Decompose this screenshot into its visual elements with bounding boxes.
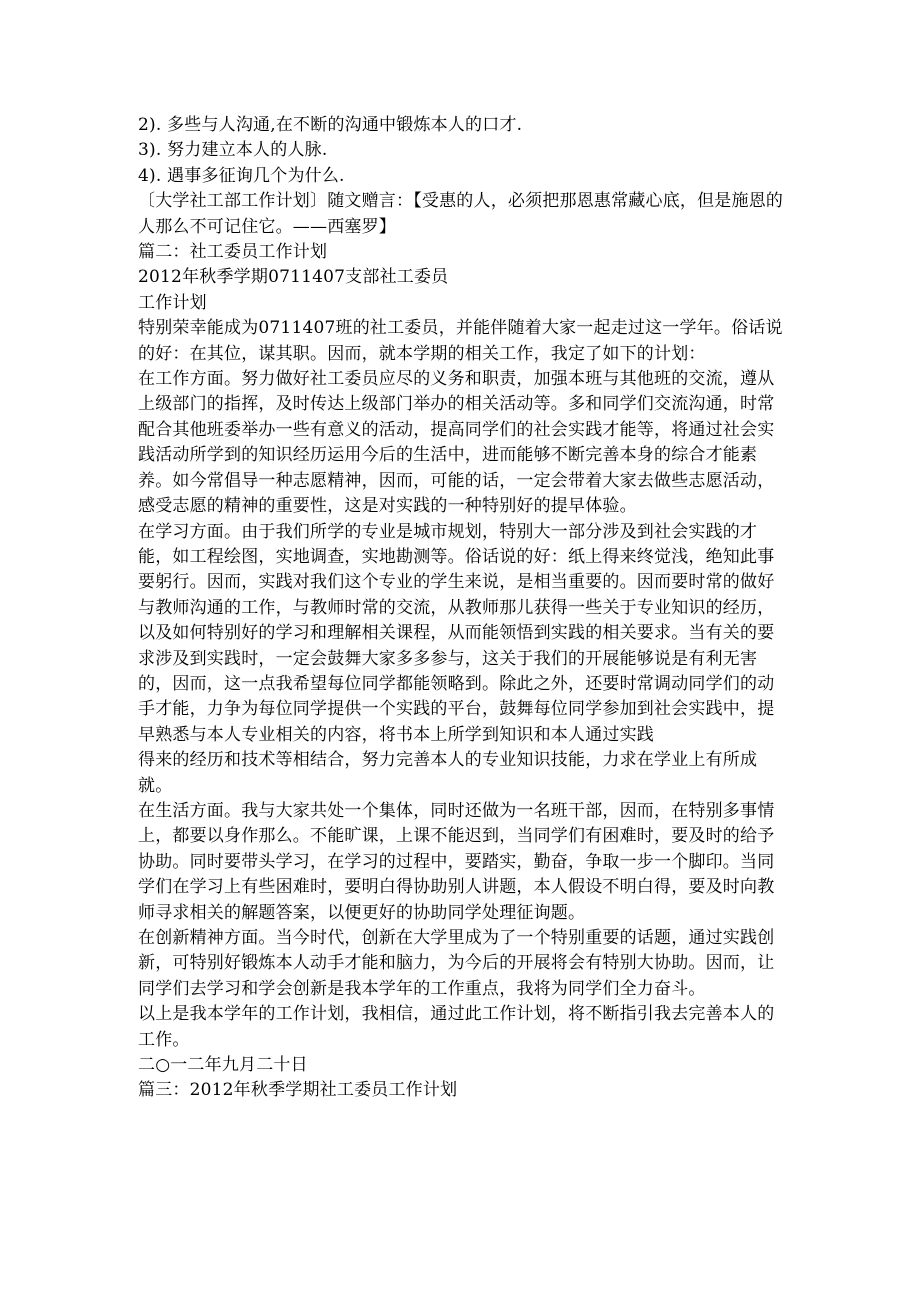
list-item-3: 3). 努力建立本人的人脉.	[138, 140, 328, 161]
section-heading-3: 篇三：2012年秋季学期社工委员工作计划	[138, 1080, 458, 1101]
document-subtitle: 2012年秋季学期0711407支部社工委员	[138, 267, 449, 288]
section-heading-2: 篇二：社工委员工作计划	[138, 242, 328, 263]
document-body	[138, 113, 788, 1104]
innovation-paragraph: 在创新精神方面。当今时代，创新在大学里成为了一个特别重要的话题，通过实践创新，可特别好锻炼本人动手才能和脑力，为今后的开展将会有特别大协助。因而，让同学们去学习和学会创新是我本学年的工作重点，我将为同学们全力奋斗。	[138, 928, 775, 999]
work-paragraph: 在工作方面。努力做好社工委员应尽的义务和职责，加强本班与其他班的交流，遵从上级部门的指挥，及时传达上级部门举办的相关活动等。多和同学们交流沟通，时常配合其他班委举办一些有意义的活动，提高同学们的社会实践才能等，将通过社会实践活动所学到的知识经历运用今后的生活中，进而能够不断完善本身的综合才能素养。如今常倡导一种志愿精神，因而，可能的话，一定会带着大家去做些志愿活动，感受志愿的精神的重要性，这是对实践的一种特别好的提早体验。	[138, 369, 775, 517]
list-item-4: 4). 遇事多征询几个为什么.	[138, 165, 345, 186]
list-item-2: 2). 多些与人沟通,在不断的沟通中锻炼本人的口才.	[138, 115, 523, 135]
study-paragraph-continued: 得来的经历和技术等相结合，努力完善本人的专业知识技能，力求在学业上有所成就。	[138, 750, 758, 796]
life-paragraph: 在生活方面。我与大家共处一个集体，同时还做为一名班干部，因而，在特别多事情上，都要以身作那么。不能旷课，上课不能迟到，当同学们有困难时，要及时的给予协助。同时要带头学习，在学习的过程中，要踏实，勤奋，争取一步一个脚印。当同学们在学习上有些困难时，要明白得协助别人讲题，本人假设不明白得，要及时向教师寻求相关的解题答案，以便更好的协助同学处理征询题。	[138, 800, 775, 923]
quote-paragraph: 〔大学社工部工作计划〕随文赠言：【受惠的人，必须把那恩惠常藏心底，但是施恩的人那么不可记住它。——西塞罗】	[138, 191, 784, 237]
conclusion-paragraph: 以上是我本学年的工作计划，我相信，通过此工作计划，将不断指引我去完善本人的工作。	[138, 1004, 775, 1050]
study-paragraph: 在学习方面。由于我们所学的专业是城市规划，特别大一部分涉及到社会实践的才能，如工程绘图，实地调查，实地勘测等。俗话说的好：纸上得来终觉浅，绝知此事要躬行。因而，实践对我们这个专业的学生来说，是相当重要的。因而要时常的做好与教师沟通的工作，与教师时常的交流，从教师那儿获得一些关于专业知识的经历，以及如何特别好的学习和理解相关课程，从而能领悟到实践的相关要求。当有关的要求涉及到实践时，一定会鼓舞大家多多参与，这关于我们的开展能够说是有利无害的，因而，这一点我希望每位同学都能领略到。除此之外，还要时常调动同学们的动手才能，力争为每位同学提供一个实践的平台，鼓舞每位同学参加到社会实践中，提早熟悉与本人专业相关的内容，将书本上所学到知识和本人通过实践	[138, 521, 775, 745]
document-title: 工作计划	[138, 292, 207, 313]
intro-paragraph: 特别荣幸能成为0711407班的社工委员，并能伴随着大家一起走过这一学年。俗话说的好：在其位，谋其职。因而，就本学期的相关工作，我定了如下的计划：	[138, 318, 783, 364]
date-line: 二○一二年九月二十日	[138, 1055, 308, 1076]
